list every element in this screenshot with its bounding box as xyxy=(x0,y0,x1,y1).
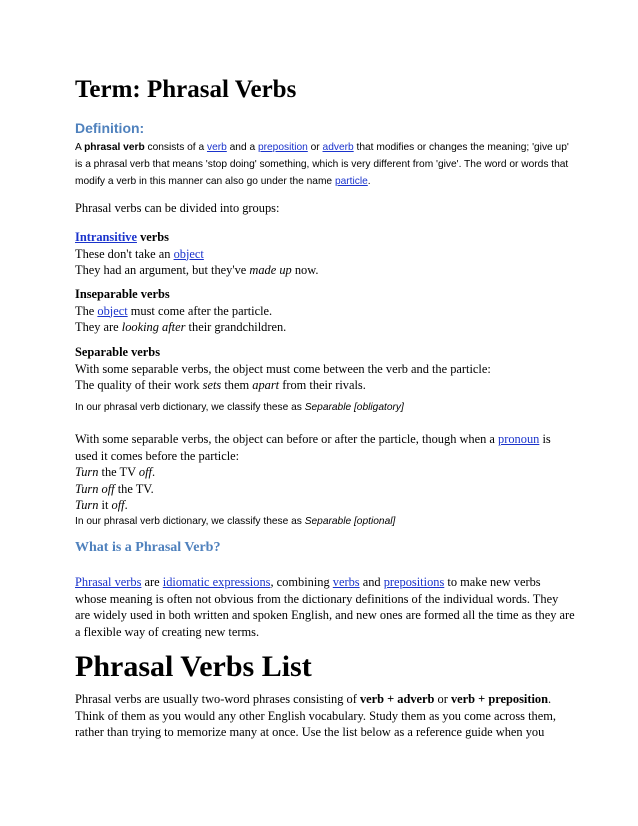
intransitive-heading-word: verbs xyxy=(136,230,169,244)
list-intro-text: Phrasal verbs are usually two-word phrases consisting of xyxy=(75,692,360,706)
adverb-link[interactable]: adverb xyxy=(322,142,354,153)
separable-heading: Separable verbs xyxy=(75,345,161,359)
example-verb: Turn off xyxy=(75,481,115,496)
idiomatic-expressions-link[interactable]: idiomatic expressions xyxy=(162,575,271,589)
what-is-text-part: and xyxy=(359,575,384,589)
verb-preposition-pattern: verb + preposition xyxy=(450,692,548,706)
separable-optional-section xyxy=(75,431,575,514)
what-is-text-part: to make new verbs whose meaning is often not obvious from the dictionary definitions of the individual words. They are widely used in both written and spoken English, and new ones are formed all the time as they are a flexible way of creating new terms. xyxy=(75,575,575,639)
example-text: it xyxy=(98,498,112,512)
inseparable-heading: Inseparable verbs xyxy=(75,287,170,301)
object-link[interactable]: object xyxy=(173,246,204,261)
definition-text-part: consists of a xyxy=(144,142,207,153)
intransitive-link[interactable]: Intransitive xyxy=(75,230,137,244)
definition-text-part: A xyxy=(75,142,85,153)
note-text: In our phrasal verb dictionary, we classify these as xyxy=(75,516,305,527)
inseparable-line: The xyxy=(75,303,98,318)
phrasal-verbs-link[interactable]: Phrasal verbs xyxy=(75,575,142,589)
list-intro-text: or xyxy=(434,692,451,706)
verbs-link[interactable]: verbs xyxy=(332,575,360,589)
particle-link[interactable]: particle xyxy=(334,176,368,187)
example-text: . xyxy=(124,498,128,512)
note-classification: Separable [obligatory] xyxy=(304,402,404,413)
separable-example: The quality of their work xyxy=(75,378,203,392)
what-is-text xyxy=(75,574,575,640)
separable-line: With some separable verbs, the object must come between the verb and the particle: xyxy=(75,361,491,376)
list-intro xyxy=(75,691,575,741)
separable-optional-text: With some separable verbs, the object can before or after the particle, though when a xyxy=(75,432,499,446)
intransitive-heading xyxy=(75,230,169,244)
inseparable-example: their grandchildren. xyxy=(185,320,287,334)
list-intro-text: . Think of them as you would any other English vocabulary. Study them as you come across them, rather than trying to memorize many at once. Use the list below as a reference guide when you xyxy=(75,692,556,739)
page-title: Term: Phrasal Verbs xyxy=(75,76,297,103)
example-verb: Turn xyxy=(75,498,99,512)
example-text: . xyxy=(152,465,156,479)
definition-text-part: and a xyxy=(226,142,258,153)
example-particle: off xyxy=(138,465,153,479)
intransitive-section xyxy=(75,229,575,279)
example-text: the TV. xyxy=(114,481,154,496)
preposition-link[interactable]: preposition xyxy=(257,142,308,153)
definition-text-part: . xyxy=(367,176,371,187)
intransitive-example-verb: made up xyxy=(249,263,292,277)
definition-heading: Definition: xyxy=(75,120,145,136)
object-link[interactable]: object xyxy=(97,303,128,318)
verb-adverb-pattern: verb + adverb xyxy=(359,692,435,706)
definition-text xyxy=(75,139,575,190)
inseparable-example-verb: looking after xyxy=(121,320,186,334)
definition-text-part: that modifies or changes the meaning; 'give up' is a phrasal verb that means 'stop doing' something, which is very different from 'give'. The word or words that modify a verb in this manner can also go under the name xyxy=(75,142,569,187)
example-particle: off xyxy=(111,498,125,512)
phrasal-verbs-list-heading: Phrasal Verbs List xyxy=(75,650,312,683)
intransitive-line: These don't take an xyxy=(75,246,174,261)
example-text: the TV xyxy=(98,465,139,479)
what-is-text-part: are xyxy=(141,575,163,589)
intransitive-example: They had an argument, but they've xyxy=(75,263,250,277)
separable-example-verb: sets xyxy=(202,378,222,392)
definition-text-part: or xyxy=(307,142,323,153)
separable-example: from their rivals. xyxy=(279,378,366,392)
classification-note-optional xyxy=(75,516,395,527)
inseparable-section xyxy=(75,286,575,336)
separable-example-particle: apart xyxy=(252,378,280,392)
what-is-text-part: , combining xyxy=(270,575,333,589)
phrasal-verb-term: phrasal verb xyxy=(84,142,145,153)
note-text: In our phrasal verb dictionary, we classify these as xyxy=(75,402,305,413)
pronoun-link[interactable]: pronoun xyxy=(498,432,540,446)
prepositions-link[interactable]: prepositions xyxy=(383,575,445,589)
note-classification: Separable [optional] xyxy=(304,516,396,527)
what-is-heading: What is a Phrasal Verb? xyxy=(75,540,221,555)
separable-example: them xyxy=(221,378,253,392)
separable-optional-text: is used it comes before the particle: xyxy=(75,432,551,463)
verb-link[interactable]: verb xyxy=(206,142,227,153)
separable-section xyxy=(75,344,575,394)
groups-intro: Phrasal verbs can be divided into groups: xyxy=(75,201,280,215)
example-verb: Turn xyxy=(75,465,99,479)
inseparable-example: They are xyxy=(75,320,122,334)
intransitive-example: now. xyxy=(291,263,319,277)
classification-note-obligatory xyxy=(75,402,404,413)
inseparable-line: must come after the particle. xyxy=(127,303,273,318)
